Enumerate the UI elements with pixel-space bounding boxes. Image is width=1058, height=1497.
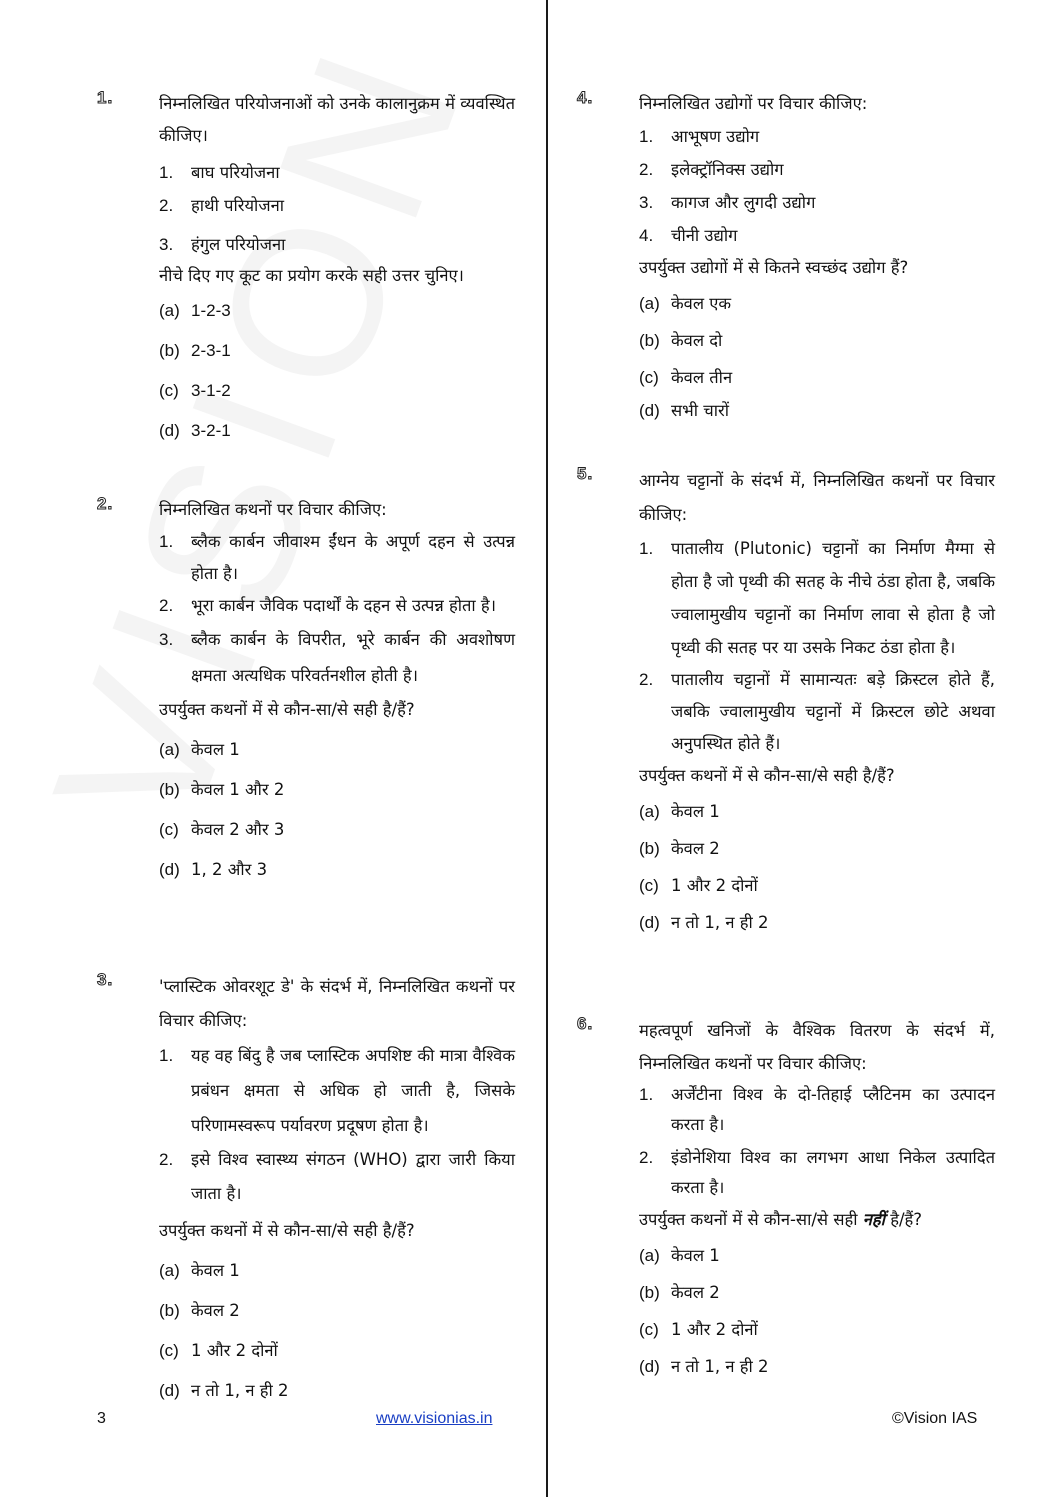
option-b[interactable]: (b) केवल 2 bbox=[159, 1301, 240, 1320]
option-d[interactable]: (d) न तो 1, न ही 2 bbox=[159, 1381, 289, 1400]
statement: 1. पातालीय (Plutonic) चट्टानों का निर्माण मैग्मा से होता है जो पृथ्वी की सतह के नीचे ठंडा होता है, जबकि ज्वालामुखीय चट्टानों का निर्माण लावा से होता है जो पृथ्वी की सतह पर या उसके निकट ठंडा होता है। bbox=[639, 539, 995, 657]
option-c[interactable]: (c) केवल तीन bbox=[639, 368, 733, 387]
question-instruction: उपर्युक्त कथनों में से कौन-सा/से सही नहीं है/हैं? bbox=[639, 1210, 923, 1229]
option-d[interactable]: (d) 3-2-1 bbox=[159, 421, 231, 440]
option-c[interactable]: (c) केवल 2 और 3 bbox=[159, 820, 285, 839]
list-item: 2. इलेक्ट्रॉनिक्स उद्योग bbox=[639, 160, 784, 179]
question-stem: 'प्लास्टिक ओवरशूट डे' के संदर्भ में, निम्नलिखित कथनों पर विचार कीजिए: bbox=[159, 977, 515, 1030]
statement: 1. यह वह बिंदु है जब प्लास्टिक अपशिष्ट की मात्रा वैश्विक प्रबंधन क्षमता से अधिक हो जाती है, जिसके परिणामस्वरूप पर्यावरण प्रदूषण होता है। bbox=[159, 1046, 515, 1135]
option-d[interactable]: (d) सभी चारों bbox=[639, 401, 730, 420]
option-b[interactable]: (b) केवल 2 bbox=[639, 839, 720, 858]
question-stem: महत्वपूर्ण खनिजों के वैश्विक वितरण के संदर्भ में, निम्नलिखित कथनों पर विचार कीजिए: bbox=[639, 1021, 995, 1073]
statement: 1. अर्जेंटीना विश्व के दो-तिहाई प्लैटिनम का उत्पादन करता है। bbox=[639, 1085, 995, 1134]
question-instruction: उपर्युक्त उद्योगों में से कितने स्वच्छंद उद्योग हैं? bbox=[639, 258, 909, 277]
list-item: 3. कागज और लुगदी उद्योग bbox=[639, 193, 816, 212]
option-c[interactable]: (c) 1 और 2 दोनों bbox=[159, 1341, 278, 1360]
statement: 2. इसे विश्व स्वास्थ्य संगठन (WHO) द्वारा जारी किया जाता है। bbox=[159, 1150, 515, 1203]
list-item: 1. आभूषण उद्योग bbox=[639, 127, 760, 146]
emphasis-text: नहीं bbox=[862, 1210, 885, 1229]
list-item: 4. चीनी उद्योग bbox=[639, 226, 738, 245]
option-d[interactable]: (d) 1, 2 और 3 bbox=[159, 860, 268, 879]
option-b[interactable]: (b) केवल 1 और 2 bbox=[159, 780, 285, 799]
column-divider bbox=[546, 0, 548, 1497]
question-stem: निम्नलिखित परियोजनाओं को उनके कालानुक्रम में व्यवस्थित कीजिए। bbox=[159, 94, 515, 145]
option-a[interactable]: (a) केवल 1 bbox=[159, 1261, 240, 1280]
copyright: ©Vision IAS bbox=[892, 1410, 978, 1427]
statement: 3. ब्लैक कार्बन के विपरीत, भूरे कार्बन की अवशोषण क्षमता अत्यधिक परिवर्तनशील होती है। bbox=[159, 630, 515, 685]
option-a[interactable]: (a) केवल 1 bbox=[639, 1246, 720, 1265]
question-stem: निम्नलिखित उद्योगों पर विचार कीजिए: bbox=[639, 94, 868, 113]
question-instruction: उपर्युक्त कथनों में से कौन-सा/से सही है/हैं? bbox=[639, 766, 895, 785]
statement: 2. पातालीय चट्टानों में सामान्यतः बड़े क्रिस्टल होते हैं, जबकि ज्वालामुखीय चट्टानों में क्रिस्टल छोटे अथवा अनुपस्थित होते हैं। bbox=[639, 670, 995, 753]
option-c[interactable]: (c) 3-1-2 bbox=[159, 381, 231, 400]
question-6 bbox=[577, 1014, 995, 1388]
option-c[interactable]: (c) 1 और 2 दोनों bbox=[639, 876, 758, 895]
option-a[interactable]: (a) केवल एक bbox=[639, 294, 732, 313]
question-instruction: नीचे दिए गए कूट का प्रयोग करके सही उत्तर चुनिए। bbox=[159, 266, 464, 285]
option-b[interactable]: (b) 2-3-1 bbox=[159, 341, 231, 360]
question-4 bbox=[577, 88, 995, 428]
option-d[interactable]: (d) न तो 1, न ही 2 bbox=[639, 913, 769, 932]
option-b[interactable]: (b) केवल दो bbox=[639, 331, 723, 350]
question-2 bbox=[97, 494, 515, 894]
list-item: 1. बाघ परियोजना bbox=[159, 163, 280, 182]
website-link[interactable]: www.visionias.in bbox=[376, 1410, 493, 1427]
option-d[interactable]: (d) न तो 1, न ही 2 bbox=[639, 1357, 769, 1376]
option-c[interactable]: (c) 1 और 2 दोनों bbox=[639, 1320, 758, 1339]
statement: 1. ब्लैक कार्बन जीवाश्म ईंधन के अपूर्ण दहन से उत्पन्न होता है। bbox=[159, 532, 515, 583]
question-number: 3. bbox=[97, 970, 114, 989]
question-number: 4. bbox=[577, 88, 594, 107]
question-3 bbox=[97, 970, 515, 1415]
option-b[interactable]: (b) केवल 2 bbox=[639, 1283, 720, 1302]
option-a[interactable]: (a) केवल 1 bbox=[639, 802, 720, 821]
option-a[interactable]: (a) 1-2-3 bbox=[159, 301, 231, 320]
question-number: 1. bbox=[97, 88, 114, 107]
question-instruction: उपर्युक्त कथनों में से कौन-सा/से सही है/हैं? bbox=[159, 1221, 415, 1240]
question-instruction: उपर्युक्त कथनों में से कौन-सा/से सही है/हैं? bbox=[159, 700, 415, 719]
question-stem: निम्नलिखित कथनों पर विचार कीजिए: bbox=[159, 500, 387, 519]
list-item: 2. हाथी परियोजना bbox=[159, 196, 285, 215]
question-number: 6. bbox=[577, 1014, 594, 1033]
statement: 2. इंडोनेशिया विश्व का लगभग आधा निकेल उत्पादित करता है। bbox=[639, 1148, 995, 1197]
question-stem: आग्नेय चट्टानों के संदर्भ में, निम्नलिखित कथनों पर विचार कीजिए: bbox=[639, 471, 995, 524]
option-a[interactable]: (a) केवल 1 bbox=[159, 740, 240, 759]
statement: 2. भूरा कार्बन जैविक पदार्थों के दहन से उत्पन्न होता है। bbox=[159, 596, 496, 615]
list-item: 3. हंगुल परियोजना bbox=[159, 235, 286, 254]
page-number: 3 bbox=[97, 1410, 106, 1427]
question-number: 2. bbox=[97, 494, 114, 513]
question-1 bbox=[97, 88, 515, 455]
question-5 bbox=[577, 464, 995, 944]
question-number: 5. bbox=[577, 464, 594, 483]
